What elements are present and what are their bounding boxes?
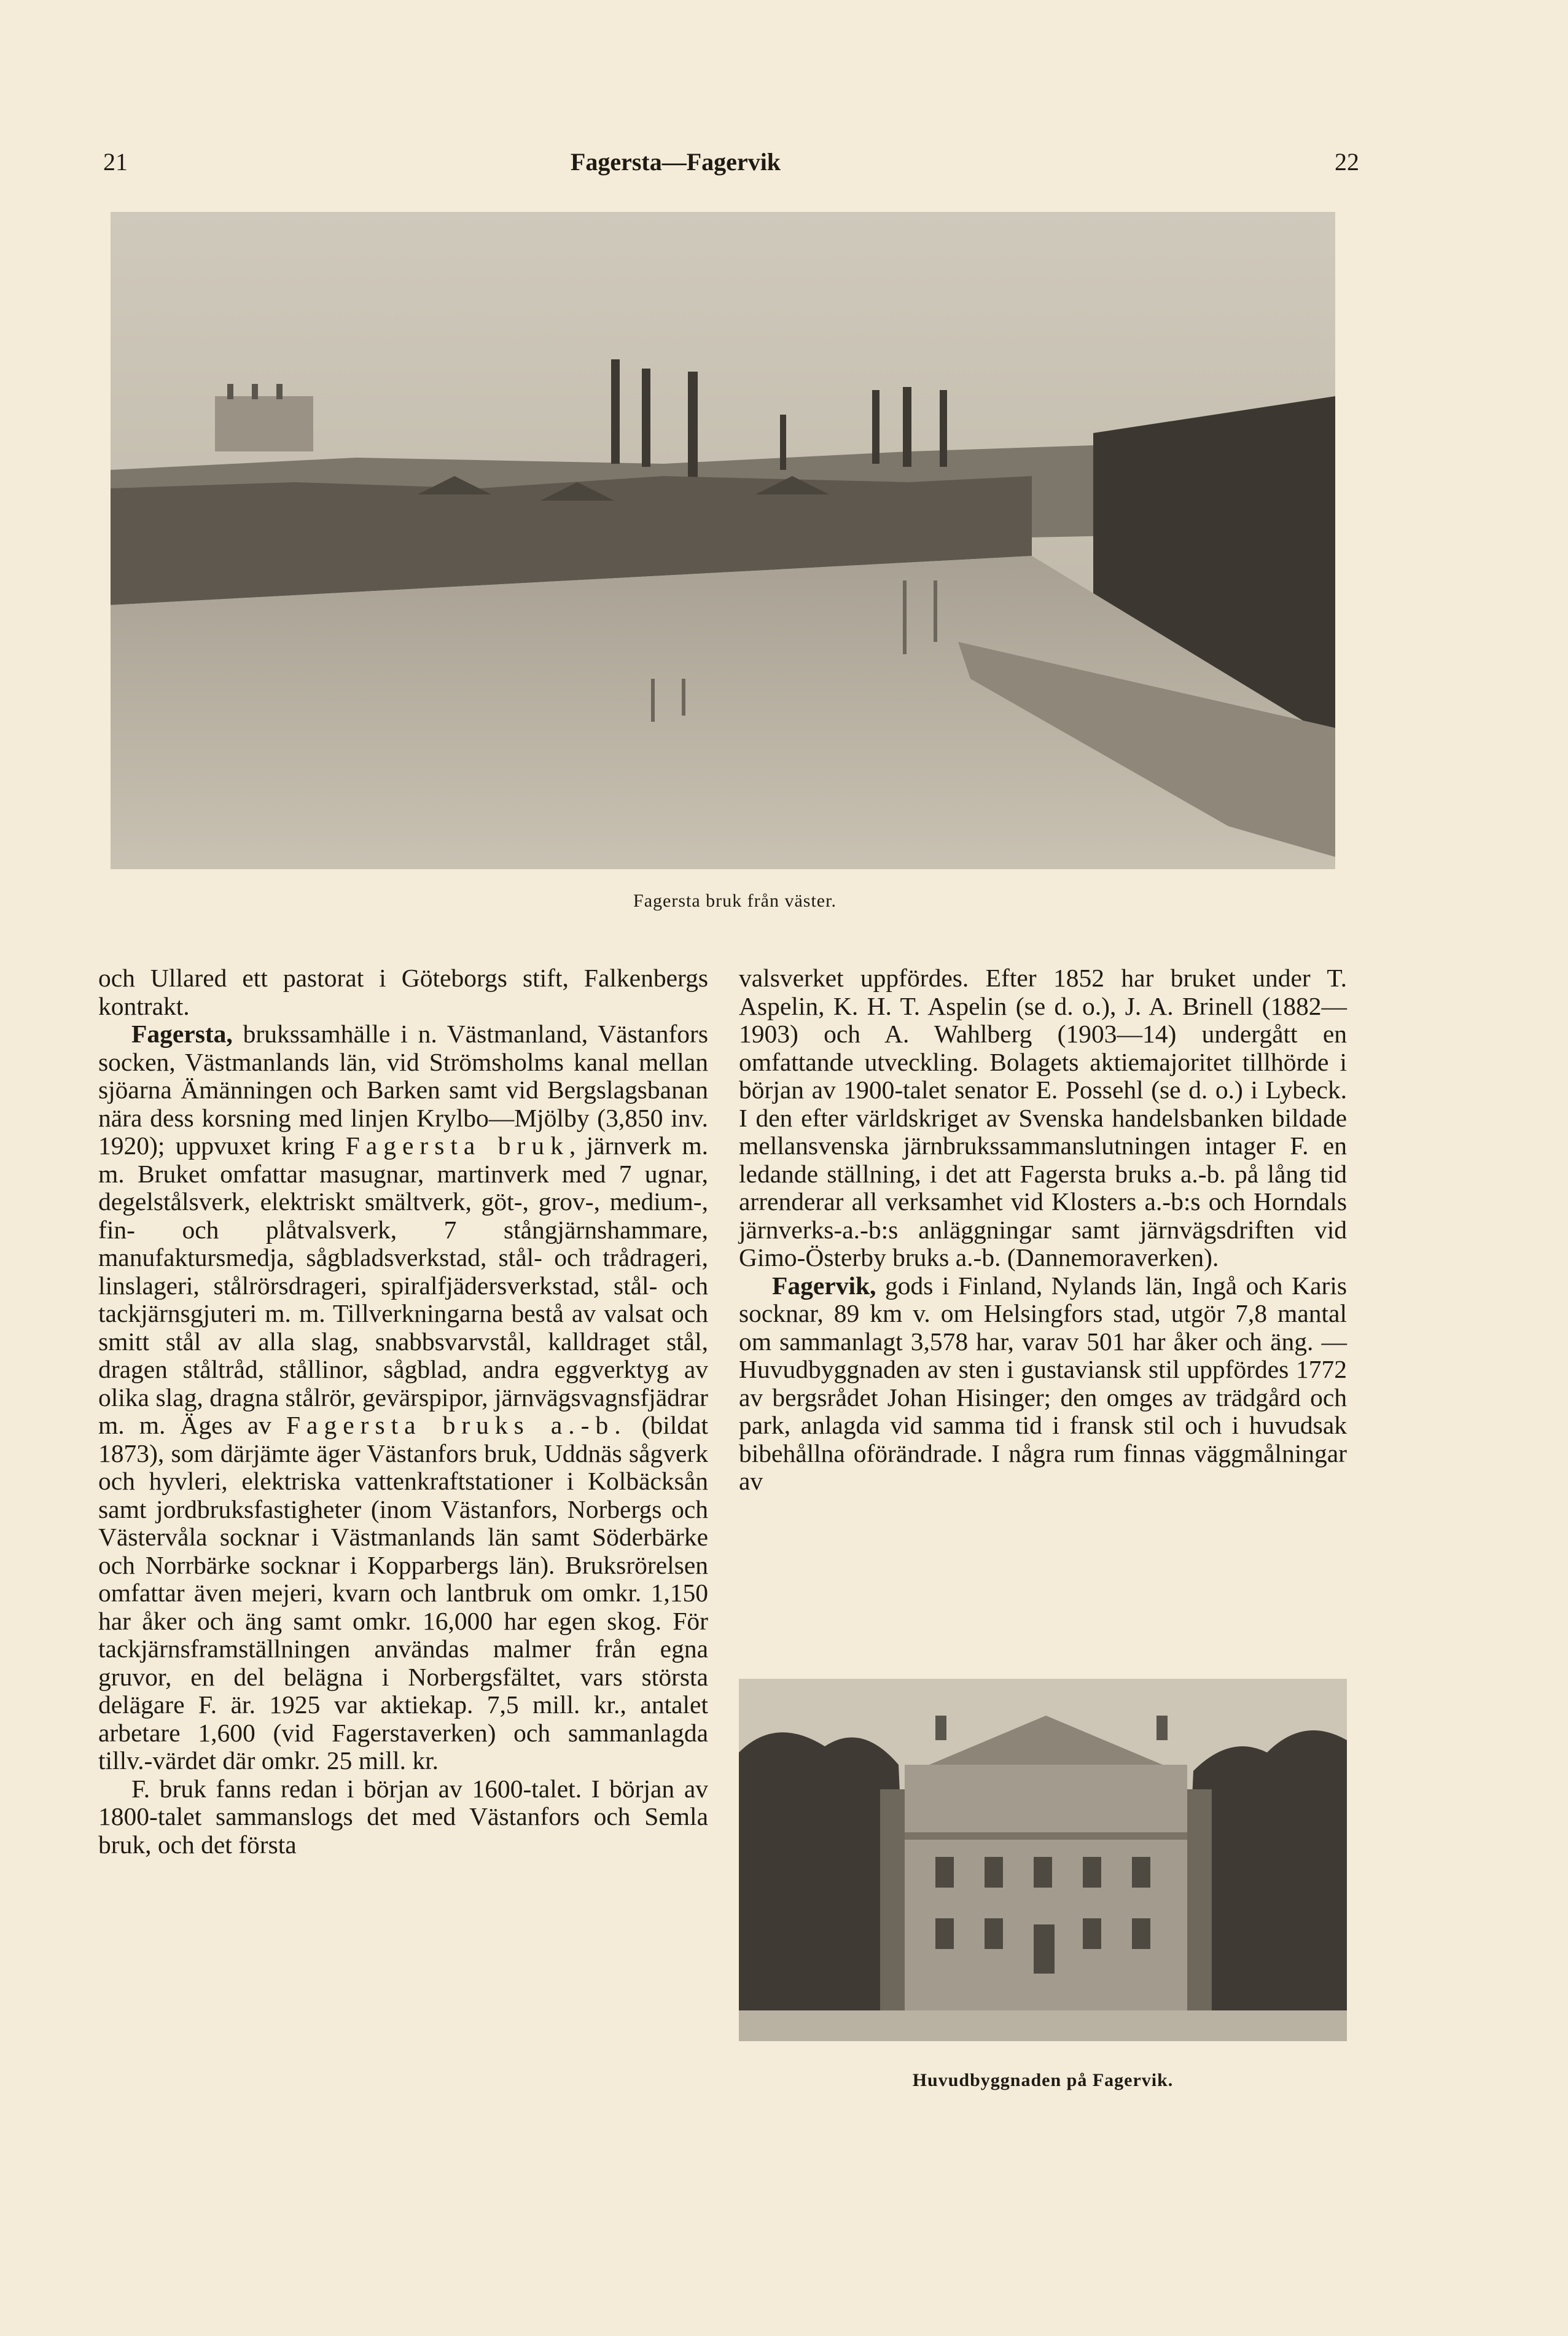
right-column [739, 964, 1347, 1496]
bottom-photo-caption: Huvudbyggnaden på Fagervik. [912, 2070, 1174, 2090]
headword-fagersta: Fagersta, [131, 1020, 233, 1048]
left-paragraph-1: och Ullared ett pastorat i Göteborgs stift, Falkenbergs kontrakt. [98, 964, 708, 1020]
fagersta-works-photo [111, 212, 1335, 869]
fagersta-entry: Fagersta, brukssamhälle i n. Västmanland, Västanfors socken, Västmanlands län, vid Strömsholms kanal mellan sjöarna Ämänningen och Barken samt vid Bergslagsbanan nära dess korsning med linjen Krylbo—Mjölby (3,850 inv. 1920); uppvuxet kring Fagersta bruk, järnverk m. m. Bruket omfattar masugnar, martinverk med 7 ugnar, degelstålsverk, elektriskt smältverk, göt-, grov-, medium-, fin- och plåtvalsverk, 7 stångjärnshammare, manufaktursmedja, sågbladsverkstad, stål- och trådrageri, linslageri, stålrörsdrageri, spiralfjädersverkstad, stål- och tackjärnsgjuteri m. m. Tillverkningarna bestå av valsat och smitt stål av alla slag, snabbsvarvstål, kalldraget stål, dragen ståltråd, stållinor, sågblad, andra eggverktyg av olika slag, dragna stålrör, gevärspipor, järnvägsvagnsfjädrar m. m. Äges av Fagersta bruks a.-b. (bildat 1873), som därjämte äger Västanfors bruk, Uddnäs sågverk och hyvleri, elektriska vattenkraftstationer i Kolbäcksån samt jordbruksfastigheter (inom Västanfors, Norbergs och Västervåla socknar i Västmanlands län samt Söderbärke och Norrbärke socknar i Kopparbergs län). Bruksrörelsen omfattar även mejeri, kvarn och lantbruk om omkr. 1,150 har åker och äng samt omkr. 16,000 har egen skog. För tackjärnsframställningen användas malmer från egna gruvor, en del belägna i Norbergsfältet, vars största delägare F. är. 1925 var aktiekap. 7,5 mill. kr., antalet arbetare 1,600 (vid Fagerstaverken) och sammanlagda tillv.-värdet där omkr. 25 mill. kr. [98, 1020, 708, 1775]
fagervik-manor-photo [739, 1679, 1347, 2041]
right-paragraph-1: valsverket uppfördes. Efter 1852 har bruket under T. Aspelin, K. H. T. Aspelin (se d. o.), J. A. Brinell (1882—1903) och A. Wahlberg (1903—14) undergått en omfattande utveckling. Bolagets aktiemajoritet tillhörde i början av 1900-talet senator E. Possehl (se d. o.) i Lybeck. I den efter världskriget av Svenska handelsbanken bildade mellansvenska järnbrukssammanslutningen intager F. en ledande ställning, i det att Fagersta bruks a.-b. på lång tid arrenderar all verksamhet vid Klosters a.-b:s och Horndals järnverks-a.-b:s anläggningar samt järnvägsdriften vid Gimo-Österby bruks a.-b. (Dannemoraverken). [739, 964, 1347, 1272]
top-photo-caption: Fagersta bruk från väster. [633, 891, 837, 911]
page-number-left: 21 [103, 148, 128, 176]
left-column [98, 964, 708, 1859]
page-number-right: 22 [1335, 148, 1359, 176]
fagersta-works-image [111, 212, 1335, 869]
headword-fagervik: Fagervik, [772, 1271, 876, 1300]
fagervik-entry: Fagervik, gods i Finland, Nylands län, Ingå och Karis socknar, 89 km v. om Helsingfors stad, utgör 7,8 mantal om sammanlagt 3,578 har, varav 501 har åker och äng. — Huvudbyggnaden av sten i gustaviansk stil uppfördes 1772 av bergsrådet Johan Hisinger; den omges av trädgård och park, anlagda vid samma tid i fransk stil och i huvudsak bibehållna oförändrade. I några rum finnas väggmålningar av [739, 1271, 1347, 1495]
left-paragraph-3: F. bruk fanns redan i början av 1600-talet. I början av 1800-talet sammanslogs det med Västanfors och Semla bruk, och det första [98, 1774, 708, 1859]
fagervik-manor-image [739, 1679, 1347, 2041]
running-head: Fagersta—Fagervik [570, 148, 781, 176]
